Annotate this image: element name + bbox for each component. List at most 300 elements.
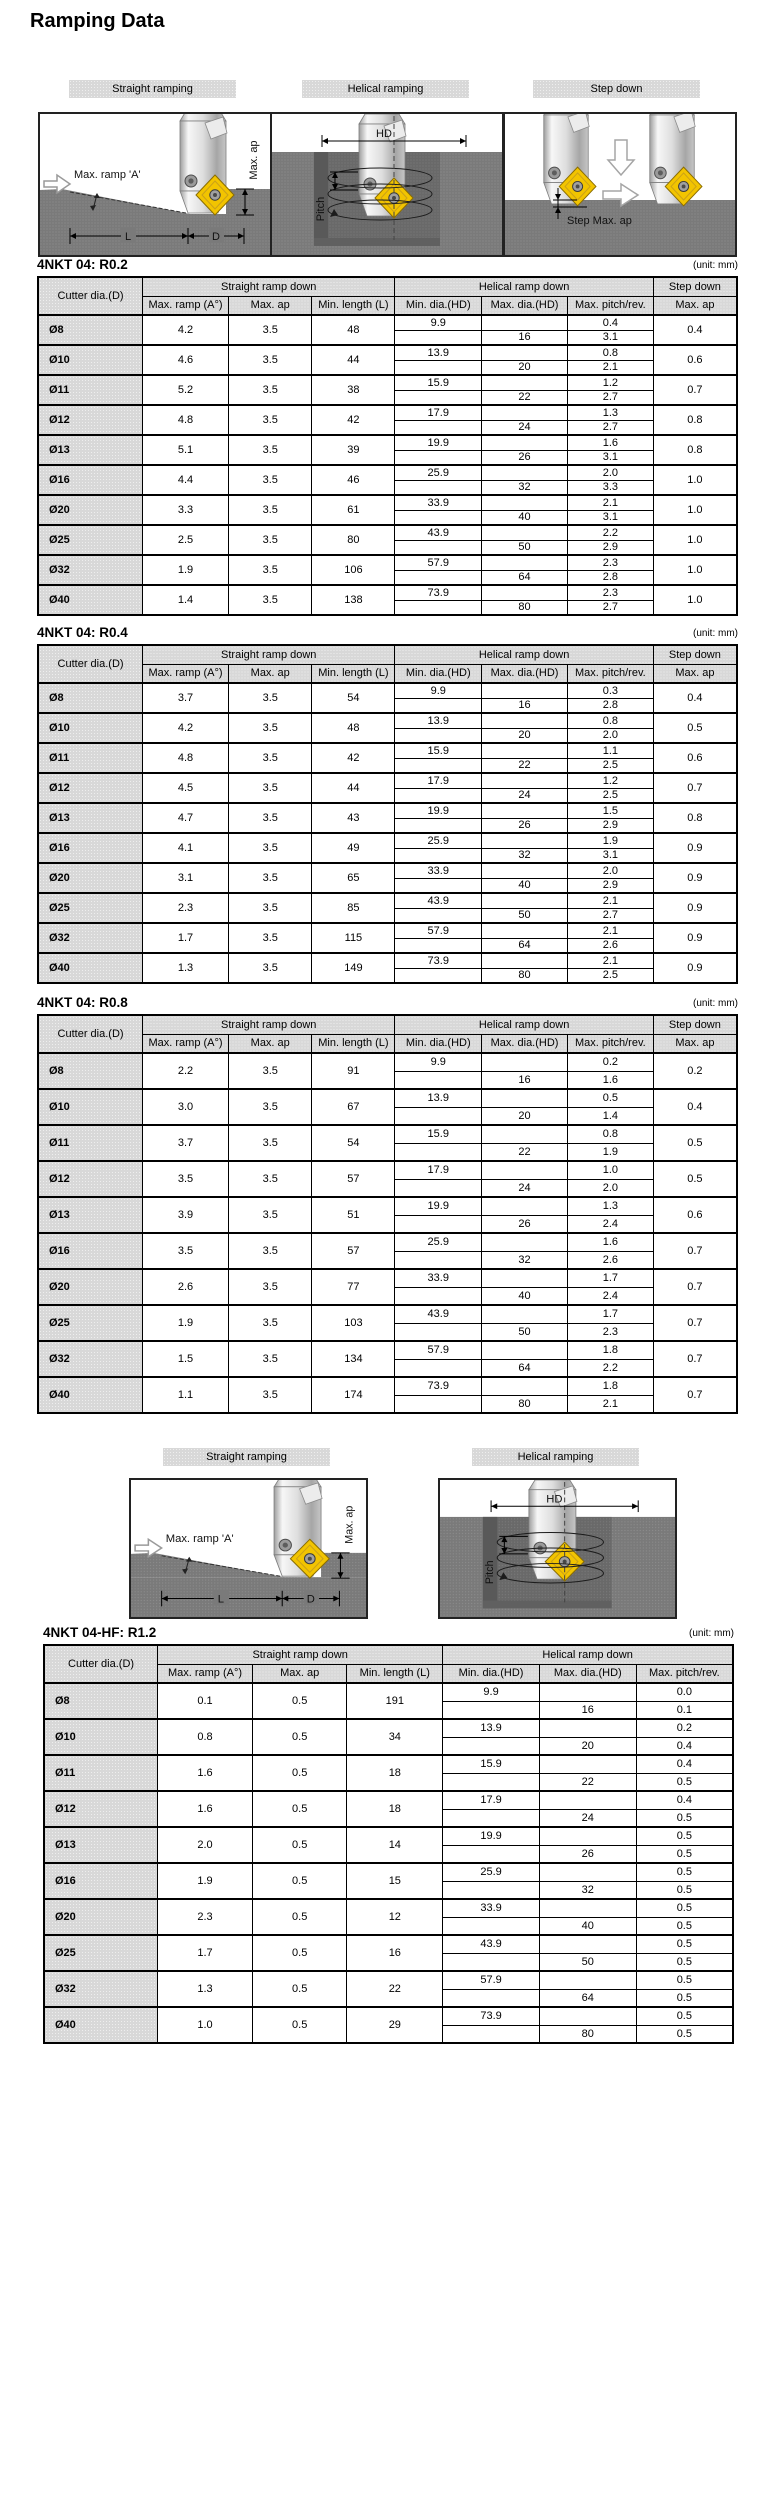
cell-max-ramp: 3.5 — [143, 1233, 229, 1269]
cell-max-dia: 16 — [482, 698, 568, 713]
cell-pitch-at-max: 0.5 — [636, 1845, 733, 1863]
table-title: 4NKT 04: R0.2 — [37, 257, 128, 272]
col-min-dia: Min. dia.(HD) — [395, 296, 482, 315]
cell-max-dia-blank — [539, 1899, 636, 1917]
cell-pitch-at-max: 0.5 — [636, 1989, 733, 2007]
cell-max-dia-blank — [482, 585, 568, 600]
table-row — [44, 1863, 733, 1881]
cell-step-ap: 1.0 — [653, 555, 737, 585]
cell-max-dia: 20 — [482, 728, 568, 743]
cell-min-length: 134 — [312, 1341, 395, 1377]
cell-pitch-at-min: 1.0 — [567, 1161, 653, 1179]
cell-min-dia: 15.9 — [395, 743, 482, 758]
cell-max-dia-blank — [482, 713, 568, 728]
cell-pitch-at-min: 1.8 — [567, 1341, 653, 1359]
cell-min-dia-blank — [395, 1251, 482, 1269]
col-cutter-dia: Cutter dia.(D) — [38, 1015, 143, 1053]
cell-max-ap: 0.5 — [252, 1719, 347, 1755]
cell-step-ap: 0.9 — [653, 953, 737, 983]
cell-step-ap: 0.7 — [653, 1341, 737, 1377]
cell-max-ap: 3.5 — [228, 1053, 312, 1089]
cell-max-dia-blank — [482, 375, 568, 390]
cell-min-length: 29 — [347, 2007, 443, 2043]
cell-min-dia-blank — [395, 1107, 482, 1125]
table-row — [38, 525, 737, 540]
table-body — [44, 1683, 733, 2043]
cell-cutter-dia: Ø10 — [44, 1719, 158, 1755]
cell-max-dia-blank — [482, 465, 568, 480]
cell-max-ramp: 2.5 — [143, 525, 229, 555]
cell-pitch-at-min: 1.2 — [567, 375, 653, 390]
cell-min-length: 39 — [312, 435, 395, 465]
cell-max-ap: 3.5 — [228, 375, 312, 405]
cell-min-dia: 17.9 — [395, 773, 482, 788]
cell-min-dia-blank — [443, 1701, 540, 1719]
cell-max-ap: 0.5 — [252, 2007, 347, 2043]
cell-max-ap: 3.5 — [228, 1233, 312, 1269]
ramping-table-r02 — [37, 276, 738, 616]
cell-min-length: 54 — [312, 683, 395, 713]
helical-ramping-diagram-box-2 — [438, 1478, 677, 1619]
cell-max-ramp: 1.6 — [158, 1755, 253, 1791]
cell-max-dia: 20 — [482, 1107, 568, 1125]
cell-pitch-at-min: 0.4 — [567, 315, 653, 330]
cell-min-dia-blank — [443, 1737, 540, 1755]
cell-max-ap: 3.5 — [228, 1341, 312, 1377]
cell-max-ramp: 3.0 — [143, 1089, 229, 1125]
cell-max-ap: 3.5 — [228, 1377, 312, 1413]
ramping-table-r04 — [37, 644, 738, 984]
cell-max-dia: 40 — [539, 1917, 636, 1935]
cell-pitch-at-max: 1.9 — [567, 1143, 653, 1161]
col-max-pitch: Max. pitch/rev. — [567, 1034, 653, 1053]
cell-pitch-at-max: 2.0 — [567, 728, 653, 743]
cell-min-dia-blank — [395, 1287, 482, 1305]
cell-min-dia: 73.9 — [395, 585, 482, 600]
col-max-ap: Max. ap — [252, 1664, 347, 1683]
cell-step-ap: 0.6 — [653, 743, 737, 773]
table-row — [44, 2007, 733, 2025]
cell-step-ap: 1.0 — [653, 495, 737, 525]
cell-min-length: 49 — [312, 833, 395, 863]
cell-max-ap: 3.5 — [228, 743, 312, 773]
cell-min-dia: 73.9 — [395, 1377, 482, 1395]
col-min-dia: Min. dia.(HD) — [443, 1664, 540, 1683]
cell-max-dia-blank — [482, 315, 568, 330]
table-row — [44, 1791, 733, 1809]
cell-pitch-at-min: 0.5 — [636, 1899, 733, 1917]
cell-cutter-dia: Ø40 — [38, 953, 143, 983]
cell-min-dia: 73.9 — [443, 2007, 540, 2025]
cell-min-length: 43 — [312, 803, 395, 833]
table-row — [44, 1755, 733, 1773]
cell-pitch-at-max: 2.4 — [567, 1215, 653, 1233]
cell-min-length: 91 — [312, 1053, 395, 1089]
cell-min-dia-blank — [395, 510, 482, 525]
col-cutter-dia: Cutter dia.(D) — [38, 645, 143, 683]
cell-pitch-at-min: 0.5 — [636, 1827, 733, 1845]
table-row — [38, 923, 737, 938]
cell-max-dia-blank — [482, 555, 568, 570]
cell-max-ramp: 2.6 — [143, 1269, 229, 1305]
cell-max-ap: 0.5 — [252, 1863, 347, 1899]
cell-cutter-dia: Ø8 — [38, 683, 143, 713]
cell-step-ap: 0.7 — [653, 1305, 737, 1341]
col-min-dia: Min. dia.(HD) — [395, 664, 482, 683]
cell-min-dia-blank — [443, 1845, 540, 1863]
col-max-pitch: Max. pitch/rev. — [567, 664, 653, 683]
cell-max-ap: 3.5 — [228, 435, 312, 465]
step-down-diagram-box — [503, 112, 737, 257]
cell-max-dia-blank — [482, 525, 568, 540]
cell-max-ramp: 3.7 — [143, 683, 229, 713]
table-section-hf-r12 — [43, 1624, 734, 2044]
cell-min-dia-blank — [443, 1989, 540, 2007]
cell-min-dia-blank — [395, 848, 482, 863]
colgroup-helical: Helical ramp down — [443, 1645, 733, 1664]
table-body — [38, 1053, 737, 1413]
cell-cutter-dia: Ø16 — [38, 465, 143, 495]
table-row — [38, 743, 737, 758]
cell-max-ramp: 3.5 — [143, 1161, 229, 1197]
unit-label: (unit: mm) — [693, 260, 738, 271]
cell-cutter-dia: Ø25 — [38, 525, 143, 555]
col-min-length: Min. length (L) — [347, 1664, 443, 1683]
cell-max-dia: 26 — [482, 1215, 568, 1233]
cell-max-dia: 32 — [482, 1251, 568, 1269]
cell-max-dia: 64 — [482, 1359, 568, 1377]
cell-pitch-at-max: 2.4 — [567, 1287, 653, 1305]
cell-cutter-dia: Ø13 — [44, 1827, 158, 1863]
table-row — [38, 1125, 737, 1143]
cell-max-ramp: 4.1 — [143, 833, 229, 863]
cell-max-dia: 24 — [482, 788, 568, 803]
cell-min-dia: 17.9 — [395, 405, 482, 420]
cell-max-ramp: 3.3 — [143, 495, 229, 525]
cell-min-length: 106 — [312, 555, 395, 585]
cell-min-length: 80 — [312, 525, 395, 555]
cell-max-dia: 80 — [539, 2025, 636, 2043]
col-min-dia: Min. dia.(HD) — [395, 1034, 482, 1053]
cell-max-ap: 3.5 — [228, 585, 312, 615]
cell-max-ap: 3.5 — [228, 1197, 312, 1233]
cell-max-ramp: 4.6 — [143, 345, 229, 375]
cell-min-dia: 9.9 — [395, 1053, 482, 1071]
cell-cutter-dia: Ø12 — [38, 1161, 143, 1197]
cell-pitch-at-max: 0.5 — [636, 2025, 733, 2043]
cell-cutter-dia: Ø11 — [38, 743, 143, 773]
cell-min-dia: 25.9 — [395, 833, 482, 848]
cell-max-ramp: 1.7 — [158, 1935, 253, 1971]
cell-min-dia-blank — [395, 600, 482, 615]
cell-max-dia: 22 — [482, 1143, 568, 1161]
table-row — [38, 585, 737, 600]
cell-cutter-dia: Ø25 — [38, 1305, 143, 1341]
table-row — [38, 953, 737, 968]
cell-cutter-dia: Ø20 — [38, 495, 143, 525]
cell-max-dia: 26 — [539, 1845, 636, 1863]
cell-min-length: 191 — [347, 1683, 443, 1719]
cell-max-dia: 22 — [539, 1773, 636, 1791]
cell-min-dia-blank — [443, 1809, 540, 1827]
cell-min-dia: 73.9 — [395, 953, 482, 968]
table-row — [38, 683, 737, 698]
table-row — [38, 405, 737, 420]
cell-step-ap: 0.7 — [653, 1233, 737, 1269]
cell-min-dia: 43.9 — [395, 1305, 482, 1323]
colgroup-helical: Helical ramp down — [395, 1015, 653, 1034]
cell-cutter-dia: Ø40 — [44, 2007, 158, 2043]
cell-max-dia: 20 — [482, 360, 568, 375]
cell-pitch-at-min: 2.1 — [567, 953, 653, 968]
cell-min-length: 57 — [312, 1161, 395, 1197]
cell-min-dia-blank — [395, 938, 482, 953]
cell-max-ap: 3.5 — [228, 345, 312, 375]
cell-pitch-at-min: 0.4 — [636, 1755, 733, 1773]
cell-max-ap: 3.5 — [228, 803, 312, 833]
cell-step-ap: 0.5 — [653, 1161, 737, 1197]
colgroup-straight: Straight ramp down — [143, 1015, 395, 1034]
cell-cutter-dia: Ø12 — [38, 773, 143, 803]
cell-max-ramp: 4.7 — [143, 803, 229, 833]
col-max-ramp: Max. ramp (A°) — [158, 1664, 253, 1683]
cell-max-ap: 3.5 — [228, 405, 312, 435]
cell-pitch-at-max: 2.1 — [567, 1395, 653, 1413]
cell-max-ap: 0.5 — [252, 1755, 347, 1791]
cell-min-dia-blank — [395, 1071, 482, 1089]
cell-step-ap: 0.7 — [653, 773, 737, 803]
cell-max-dia: 50 — [482, 908, 568, 923]
cell-max-dia-blank — [539, 1971, 636, 1989]
unit-label: (unit: mm) — [693, 998, 738, 1009]
col-min-length: Min. length (L) — [312, 1034, 395, 1053]
cell-pitch-at-max: 1.6 — [567, 1071, 653, 1089]
cell-max-dia-blank — [539, 1827, 636, 1845]
cell-max-dia-blank — [482, 953, 568, 968]
cell-min-dia-blank — [395, 968, 482, 983]
cell-pitch-at-max: 2.7 — [567, 420, 653, 435]
cell-min-dia: 15.9 — [395, 375, 482, 390]
cell-min-length: 14 — [347, 1827, 443, 1863]
cell-pitch-at-max: 2.6 — [567, 1251, 653, 1269]
table-section-r04 — [37, 624, 738, 984]
col-step-max-ap: Max. ap — [653, 1034, 737, 1053]
cell-max-ap: 0.5 — [252, 1935, 347, 1971]
table-row — [44, 1935, 733, 1953]
cell-min-length: 34 — [347, 1719, 443, 1755]
cell-pitch-at-max: 2.6 — [567, 938, 653, 953]
col-max-pitch: Max. pitch/rev. — [567, 296, 653, 315]
cell-pitch-at-max: 2.2 — [567, 1359, 653, 1377]
cell-max-dia: 22 — [482, 390, 568, 405]
table-row — [38, 863, 737, 878]
cell-min-length: 44 — [312, 345, 395, 375]
cell-min-length: 38 — [312, 375, 395, 405]
col-cutter-dia: Cutter dia.(D) — [38, 277, 143, 315]
cell-min-length: 61 — [312, 495, 395, 525]
cell-max-dia-blank — [482, 1197, 568, 1215]
cell-min-dia: 19.9 — [395, 803, 482, 818]
cell-max-ramp: 1.6 — [158, 1791, 253, 1827]
cell-min-dia: 19.9 — [395, 1197, 482, 1215]
col-cutter-dia: Cutter dia.(D) — [44, 1645, 158, 1683]
cell-pitch-at-max: 0.4 — [636, 1737, 733, 1755]
cell-pitch-at-max: 0.5 — [636, 1953, 733, 1971]
cell-max-ap: 3.5 — [228, 833, 312, 863]
table-body — [38, 315, 737, 615]
cell-max-ramp: 1.4 — [143, 585, 229, 615]
table-row — [38, 1161, 737, 1179]
cell-max-dia: 40 — [482, 1287, 568, 1305]
table-row — [44, 1719, 733, 1737]
cell-max-ap: 3.5 — [228, 713, 312, 743]
cell-step-ap: 1.0 — [653, 465, 737, 495]
cell-max-ap: 3.5 — [228, 495, 312, 525]
cell-max-ap: 3.5 — [228, 1089, 312, 1125]
cell-pitch-at-max: 3.3 — [567, 480, 653, 495]
cell-cutter-dia: Ø12 — [44, 1791, 158, 1827]
cell-pitch-at-max: 2.5 — [567, 788, 653, 803]
ramping-table-r08 — [37, 1014, 738, 1414]
cell-cutter-dia: Ø10 — [38, 1089, 143, 1125]
cell-max-dia: 24 — [482, 1179, 568, 1197]
cell-max-ap: 3.5 — [228, 1269, 312, 1305]
table-row — [38, 495, 737, 510]
banner-straight-ramping: Straight ramping — [69, 80, 236, 98]
cell-max-dia-blank — [482, 1125, 568, 1143]
cell-min-dia-blank — [395, 818, 482, 833]
cell-max-dia: 16 — [482, 1071, 568, 1089]
table-row — [38, 893, 737, 908]
cell-max-ramp: 1.9 — [158, 1863, 253, 1899]
cell-min-dia: 43.9 — [443, 1935, 540, 1953]
cell-min-dia-blank — [395, 1359, 482, 1377]
cell-cutter-dia: Ø11 — [38, 1125, 143, 1161]
cell-min-dia-blank — [395, 480, 482, 495]
page-title: Ramping Data — [30, 10, 165, 32]
cell-max-dia-blank — [482, 435, 568, 450]
col-max-ramp: Max. ramp (A°) — [143, 1034, 229, 1053]
cell-pitch-at-min: 1.9 — [567, 833, 653, 848]
cell-max-dia-blank — [482, 683, 568, 698]
cell-pitch-at-min: 0.8 — [567, 713, 653, 728]
colgroup-straight: Straight ramp down — [143, 645, 395, 664]
cell-cutter-dia: Ø16 — [38, 833, 143, 863]
cell-max-ap: 0.5 — [252, 1971, 347, 2007]
cell-min-length: 77 — [312, 1269, 395, 1305]
cell-max-ap: 0.5 — [252, 1791, 347, 1827]
cell-min-length: 12 — [347, 1899, 443, 1935]
cell-min-dia-blank — [395, 758, 482, 773]
cell-max-dia: 64 — [482, 938, 568, 953]
cell-step-ap: 0.2 — [653, 1053, 737, 1089]
col-step-max-ap: Max. ap — [653, 296, 737, 315]
cell-max-dia-blank — [482, 1089, 568, 1107]
cell-cutter-dia: Ø8 — [44, 1683, 158, 1719]
cell-max-ap: 0.5 — [252, 1683, 347, 1719]
cell-max-ramp: 1.3 — [158, 1971, 253, 2007]
step-max-ap-label: Step Max. ap — [567, 215, 632, 227]
cell-min-dia: 43.9 — [395, 893, 482, 908]
cell-min-dia-blank — [395, 1215, 482, 1233]
cell-max-dia: 80 — [482, 1395, 568, 1413]
cell-max-dia: 50 — [482, 1323, 568, 1341]
cell-step-ap: 0.4 — [653, 1089, 737, 1125]
cell-pitch-at-max: 0.5 — [636, 1773, 733, 1791]
cell-max-ap: 3.5 — [228, 773, 312, 803]
cell-max-ramp: 1.7 — [143, 923, 229, 953]
cell-max-ap: 3.5 — [228, 1305, 312, 1341]
cell-pitch-at-min: 2.1 — [567, 893, 653, 908]
cell-pitch-at-min: 2.2 — [567, 525, 653, 540]
cell-min-dia: 19.9 — [443, 1827, 540, 1845]
cell-min-length: 44 — [312, 773, 395, 803]
cell-step-ap: 0.9 — [653, 923, 737, 953]
table-section-r02 — [37, 256, 738, 616]
cell-min-dia: 17.9 — [395, 1161, 482, 1179]
colgroup-step: Step down — [653, 645, 737, 664]
table-row — [38, 1089, 737, 1107]
cell-min-dia: 33.9 — [395, 495, 482, 510]
unit-label: (unit: mm) — [689, 1628, 734, 1639]
table-row — [38, 773, 737, 788]
cell-cutter-dia: Ø20 — [44, 1899, 158, 1935]
cell-max-ap: 3.5 — [228, 1161, 312, 1197]
cell-pitch-at-min: 0.5 — [636, 1971, 733, 1989]
cell-min-dia: 25.9 — [395, 1233, 482, 1251]
table-row — [38, 1269, 737, 1287]
cell-min-length: 54 — [312, 1125, 395, 1161]
cell-max-dia: 64 — [482, 570, 568, 585]
cell-max-ramp: 0.8 — [158, 1719, 253, 1755]
cell-pitch-at-min: 1.6 — [567, 1233, 653, 1251]
cell-max-dia-blank — [482, 1305, 568, 1323]
table-row — [38, 315, 737, 330]
cell-min-dia-blank — [395, 330, 482, 345]
cell-pitch-at-min: 2.1 — [567, 495, 653, 510]
cell-cutter-dia: Ø20 — [38, 863, 143, 893]
cell-max-dia-blank — [482, 1233, 568, 1251]
table-row — [38, 345, 737, 360]
table-section-r08 — [37, 994, 738, 1414]
cell-max-dia-blank — [482, 803, 568, 818]
cell-pitch-at-min: 0.2 — [636, 1719, 733, 1737]
cell-max-ramp: 4.8 — [143, 743, 229, 773]
cell-max-ap: 3.5 — [228, 555, 312, 585]
cell-min-length: 18 — [347, 1791, 443, 1827]
cell-pitch-at-max: 0.5 — [636, 1809, 733, 1827]
cell-pitch-at-min: 1.8 — [567, 1377, 653, 1395]
cell-cutter-dia: Ø32 — [38, 555, 143, 585]
cell-pitch-at-min: 1.6 — [567, 435, 653, 450]
cell-max-dia: 22 — [482, 758, 568, 773]
col-max-ramp: Max. ramp (A°) — [143, 296, 229, 315]
cell-max-ramp: 4.5 — [143, 773, 229, 803]
cell-max-dia-blank — [539, 1719, 636, 1737]
cell-step-ap: 0.6 — [653, 345, 737, 375]
banner-step-down: Step down — [533, 80, 700, 98]
cell-pitch-at-max: 3.1 — [567, 510, 653, 525]
cell-max-ramp: 4.2 — [143, 713, 229, 743]
cell-pitch-at-min: 0.5 — [636, 2007, 733, 2025]
cell-min-length: 48 — [312, 713, 395, 743]
table-row — [38, 375, 737, 390]
cell-pitch-at-max: 3.1 — [567, 330, 653, 345]
col-step-max-ap: Max. ap — [653, 664, 737, 683]
cell-min-dia-blank — [395, 360, 482, 375]
cell-max-dia-blank — [482, 893, 568, 908]
cell-max-dia: 16 — [539, 1701, 636, 1719]
